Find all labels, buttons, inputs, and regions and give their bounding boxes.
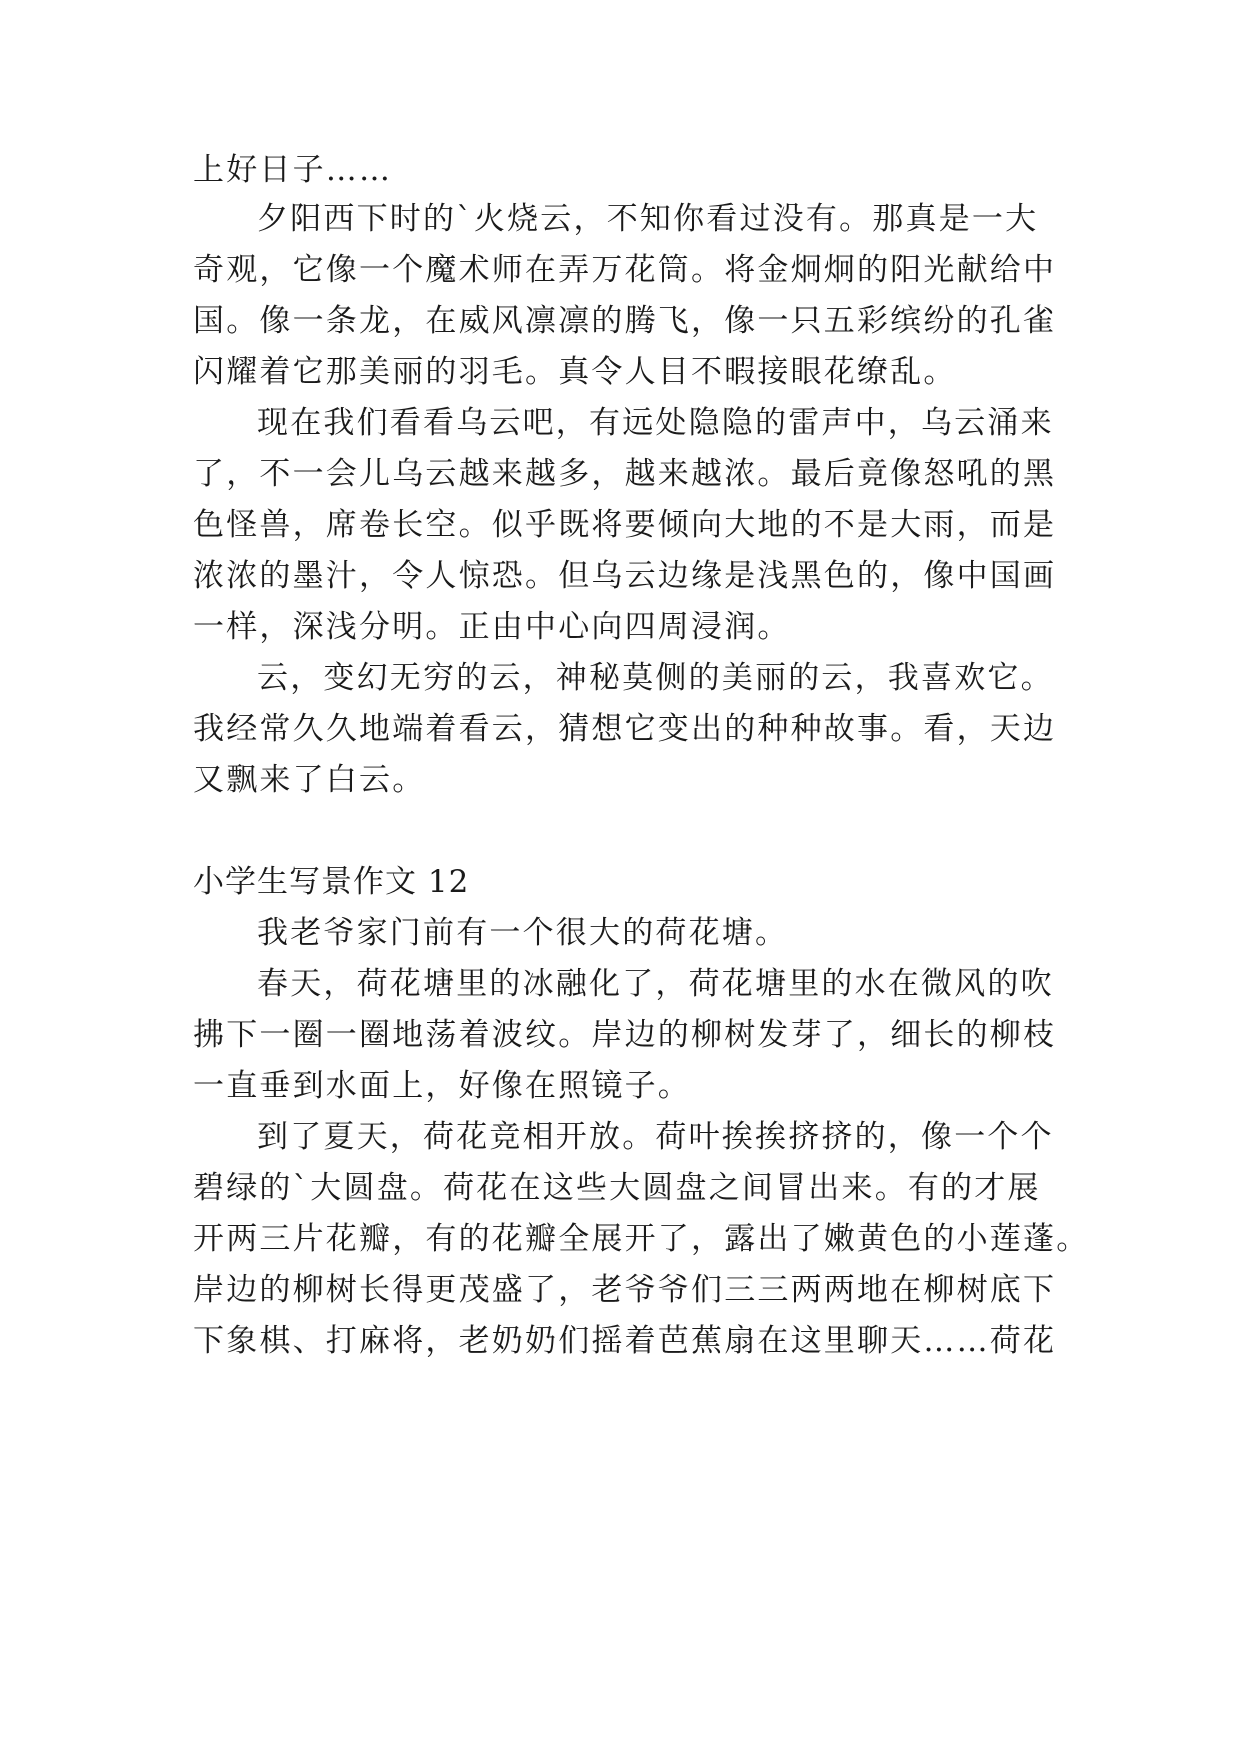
text-line: 一直垂到水面上，好像在照镜子。 (193, 1068, 691, 1104)
text-line: 奇观，它像一个魔术师在弄万花筒。将金炯炯的阳光献给中 (193, 252, 1057, 288)
text-line: 岸边的柳树长得更茂盛了，老爷爷们三三两两地在柳树底下 (193, 1272, 1057, 1308)
paragraph-start: 我老爷家门前有一个很大的荷花塘。 (257, 915, 789, 951)
section-heading: 小学生写景作文 12 (193, 864, 470, 900)
text-line: 一样，深浅分明。正由中心向四周浸润。 (193, 609, 791, 645)
paragraph-start: 夕阳西下时的`火烧云，不知你看过没有。那真是一大 (257, 201, 1039, 237)
paragraph-start: 云，变幻无穷的云，神秘莫侧的美丽的云，我喜欢它。 (257, 660, 1054, 696)
text-line: 碧绿的`大圆盘。荷花在这些大圆盘之间冒出来。有的才展 (193, 1170, 1041, 1206)
paragraph-start: 到了夏天，荷花竞相开放。荷叶挨挨挤挤的，像一个个 (257, 1119, 1054, 1155)
text-line: 色怪兽，席卷长空。似乎既将要倾向大地的不是大雨，而是 (193, 507, 1057, 543)
text-line: 下象棋、打麻将，老奶奶们摇着芭蕉扇在这里聊天……荷花 (193, 1323, 1057, 1359)
text-line: 我经常久久地端着看云，猜想它变出的种种故事。看，天边 (193, 711, 1057, 747)
text-line: 拂下一圈一圈地荡着波纹。岸边的柳树发芽了，细长的柳枝 (193, 1017, 1057, 1053)
text-line: 又飘来了白云。 (193, 762, 426, 798)
text-line: 了，不一会儿乌云越来越多，越来越浓。最后竟像怒吼的黑 (193, 456, 1057, 492)
paragraph-start: 现在我们看看乌云吧，有远处隐隐的雷声中，乌云涌来 (257, 405, 1054, 441)
paragraph-start: 春天，荷花塘里的冰融化了，荷花塘里的水在微风的吹 (257, 966, 1054, 1002)
text-line: 闪耀着它那美丽的羽毛。真令人目不暇接眼花缭乱。 (193, 354, 957, 390)
text-line: 上好日子…… (193, 152, 393, 188)
text-line: 国。像一条龙，在威风凛凛的腾飞，像一只五彩缤纷的孔雀 (193, 303, 1057, 339)
text-line: 开两三片花瓣，有的花瓣全展开了，露出了嫩黄色的小莲蓬。 (193, 1221, 1090, 1257)
text-line: 浓浓的墨汁，令人惊恐。但乌云边缘是浅黑色的，像中国画 (193, 558, 1057, 594)
